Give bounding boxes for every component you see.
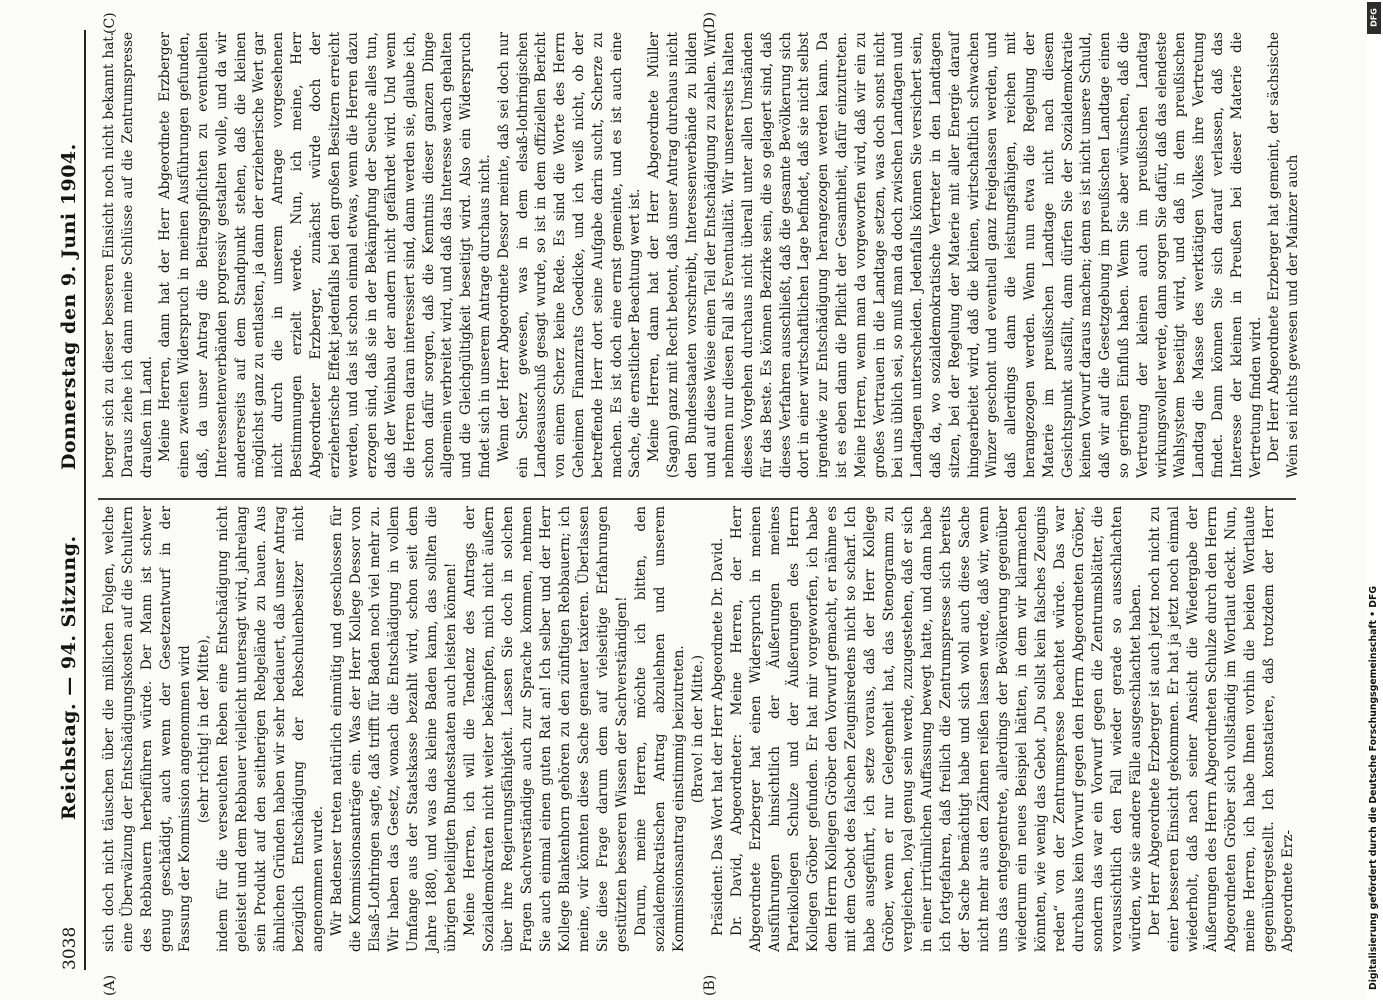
margin-mark-b: (B) xyxy=(702,974,718,996)
column-rule xyxy=(98,498,1296,500)
running-head xyxy=(56,30,86,970)
paragraph: Darum, meine Herren, möchte ich bitten, den sozialdemokratischen Antrag abzulehnen und unserem Kommissionsantrag einstimmig beizutreten. xyxy=(633,506,688,952)
page-number: 3038 xyxy=(60,926,80,970)
digitization-credit: Digitalisierung gefördert durch die Deutsche Forschungsgemeinschaft • DFG xyxy=(1368,585,1379,990)
paragraph: Der Herr Abgeordnete Erzberger ist auch jetzt noch nicht zu einer besseren Einsicht gekommen. Er hat ja jetzt noch einmal wiederholt, daß nach seiner Ansicht die Wiedergabe der Äußerungen des Herrn Abgeordneten Schulze durch den Herrn Abgeordneten Gröber sich vollständig im Wortlaut deckt. Nun, meine Herren, ich habe Ihnen vorhin die beiden Wortlaute gegenübergestellt. Ich konstatiere, daß trotzdem der Herr Abgeordnete Erz- xyxy=(1146,506,1296,952)
dfg-logo-text: DFG xyxy=(1369,8,1379,27)
interjection: (Bravo! in der Mitte.) xyxy=(690,654,707,804)
margin-mark-c: (C) xyxy=(102,12,118,34)
paragraph: berger sich zu dieser besseren Einsicht noch nicht bekannt hat. Daraus ziehe ich dann meine Schlüsse auf die Zentrumspresse draußen im Land. xyxy=(101,32,155,478)
session-title: Reichstag. — 94. Sitzung. xyxy=(58,535,80,820)
session-date: Donnerstag den 9. Juni 1904. xyxy=(58,143,80,470)
paragraph: Meine Herren, ich will die Tendenz des Antrags der Sozialdemokraten nicht weiter bekämpfen, mich nicht äußern über ihre Regierungsfähigkeit. Lassen Sie doch in solchen Fragen Sachverständige auch zur Sprache kommen, nehmen Sie auch einmal einen guten Rat an! Ich selber und der Herr Kollege Blankenhorn gehören zu den zünftigen Rebbauern; ich meine, wir könnten diese Sache genauer taxieren. Überlassen Sie diese Frage darum dem auf vielseitige Erfahrungen gestützten besseren Wissen der Sachverständigen! xyxy=(462,506,631,952)
left-column xyxy=(100,506,1298,952)
right-column xyxy=(100,32,1303,478)
header-rule xyxy=(84,30,86,970)
interjection: (sehr richtig! in der Mitte), xyxy=(196,634,213,824)
paragraph: Wenn der Herr Abgeordnete Dessor meinte, daß sei doch nur ein Scherz gewesen, was in dem elsaß-lothringischen Landesausschuß gesagt wurde, so ist in dem offiziellen Bericht von einem Scherz keine Rede. Es sind die Worte des Herrn Geheimen Finanzrats Goedicke, und ich weiß nicht, ob der betreffende Herr dort seine Aufgabe darin sucht, Scherze zu machen. Es ist doch eine ernst gemeinte, und es ist auch eine Sache, die ernstlicher Beachtung wert ist. xyxy=(495,32,644,478)
paragraph: Meine Herren, dann hat der Herr Abgeordnete Müller (Sagan) ganz mit Recht betont, daß unser Antrag durchaus nicht den Bundesstaaten vorschreibt, Interessenverbände zu bilden und auf diese Weise einen Teil der Entschädigung zu zahlen. Wir nehmen nur diesen Fall als Eventualität. Wir unsererseits halten dieses Vorgehen durchaus nicht überall unter allen Umständen für das Beste. Es können Bezirke sein, die so gelagert sind, daß dieses Verfahren ausschließt, daß die gesamte Bevölkerung sich dort in einer wirtschaftlichen Lage befindet, daß sie nicht selbst irgendwie zur Entschädigung herangezogen werden kann. Da ist es eben dann die Pflicht der Gesamtheit, dafür einzutreten. Meine Herren, wenn man da vorgeworfen wird, daß wir ein zu großes Vertrauen in die Landtage setzen, was doch sonst nicht bei uns üblich sei, so muß man da doch zwischen Landtagen und Landtagen unterscheiden. Jedenfalls können Sie versichert sein, daß da, wo sozialdemokratische Vertreter in den Landtagen sitzen, bei der Regelung der Materie mit aller Energie darauf hingearbeitet wird, daß die kleinen, wirtschaftlich schwachen Winzer geschont und eventuell ganz freigelassen werden, und daß allerdings dann die leistungsfähigen, reichen mit herangezogen werden. Wenn nun etwa die Regelung der Materie im preußischen Landtage nicht nach diesem Gesichtspunkt ausfällt, dann dürfen Sie der Sozialdemokratie keinen Vorwurf daraus machen; denn es ist nicht unsere Schuld, daß wir auf die Gesetzgebung im preußischen Landtage einen so geringen Einfluß haben. Wenn Sie aber wünschen, daß die Vertretung der kleinen auch im preußischen Landtag wirkungsvoller werde, dann sorgen Sie dafür, daß das elendeste Wahlsystem beseitigt wird, und daß in dem preußischen Landtag die Masse des werktätigen Volkes ihre Vertretung findet. Dann können Sie sich darauf verlassen, daß das Interesse der kleinen in Preußen bei dieser Materie die Vertretung finden wird. xyxy=(646,32,1264,478)
paragraph: sich doch nicht täuschen über die mißlichen Folgen, welche eine Überwälzung der Entschädigungskosten auf die Schultern des Rebbauern herbeiführen würde. Der Mann ist schwer genug geschädigt, auch wenn der Gesetzentwurf in der Fassung der Kommission angenommen wird xyxy=(101,506,194,952)
paragraph: Der Herr Abgeordnete Erzberger hat gemeint, der sächsische Wein sei nichts gewesen und der Mainzer auch xyxy=(1266,32,1302,478)
speech-paragraph: Dr. David, Abgeordneter: Meine Herren, der Herr Abgeordnete Erzberger hat einen Widerspruch in meinen Ausführungen hinsichtlich der Äußerungen meines Parteikollegen Schulze und der Äußerungen des Herrn Kollegen Gröber gefunden. Er hat mir vorgeworfen, ich habe dem Herrn Kollegen Gröber den Vorwurf gemacht, er nähme es mit dem Gebot des falschen Zeugnisredens nicht so scharf. Ich habe ausgeführt, ich setze voraus, daß der Herr Kollege Gröber, wenn er nur Gelegenheit hat, das Stenogramm zu vergleichen, loyal genug sein werde, zuzugestehen, daß er sich in einer irrtümlichen Auffassung bewegt hatte, und dann habe ich fortgefahren, daß freilich die Zentrumspresse sich bereits der Sache bemächtigt habe und sich wohl auch diese Sache nicht mehr aus den Zähnen reißen lassen werde, daß wir, wenn uns das entgegentrete, allerdings der Bevölkerung gegenüber wiederum ein neues Beispiel hätten, in dem wir klarmachen könnten, wie wenig das Gebot „Du sollst kein falsches Zeugnis reden“ von der Zentrumspresse beachtet würde. Das war durchaus kein Vorwurf gegen den Herrn Abgeordneten Gröber, sondern das war ein Vorwurf gegen die Zentrumsblätter, die voraussichtlich den Fall wieder gerade so ausschlachten würden, wie sie andere Fälle ausgeschlachtet haben. xyxy=(728,506,1144,952)
paragraph: indem für die verseuchten Reben eine Entschädigung nicht geleistet und dem Rebbauer vielleicht untersagt wird, jahrelang sein Produkt auf den seitherigen Rebgelände zu bauen. Aus ähnlichen Gründen haben wir sehr bedauert, daß unser Antrag bezüglich Entschädigung der Rebschulenbesitzer nicht angenommen wurde. xyxy=(215,506,327,952)
president-remark: Präsident: Das Wort hat der Herr Abgeordnete Dr. David. xyxy=(709,537,726,936)
paragraph: Wir Badenser treten natürlich einmütig und geschlossen für die Kommissionsanträge ein. Was der Herr Kollege Dessor von Elsaß-Lothringen sagte, daß trifft für Baden noch viel mehr zu. Wir haben das Gesetz, wonach die Entschädigung in vollem Umfange aus der Staatskasse bezahlt wird, schon seit dem Jahre 1880, und was das kleine Baden kann, das sollten die übrigen beteiligten Bundesstaaten auch leisten können! xyxy=(329,506,460,952)
margin-mark-d: (D) xyxy=(702,11,718,34)
margin-mark-a: (A) xyxy=(102,974,118,996)
paragraph: Meine Herren, dann hat der Herr Abgeordnete Erzberger einen zweiten Widerspruch in meinen Ausführungen gefunden, daß, da unser Antrag die Beitragspflichten zu eventuellen Interessentenverbänden progressiv gestalten wolle, und da wir andererseits auf dem Standpunkt stehen, daß die kleinen möglichst ganz zu entlasten, ja dann der erzieherische Wert gar nicht durch die in unserem Antrage vorgesehenen Bestimmungen erzielt werde. Nun, ich meine, Herr Abgeordneter Erzberger, zunächst würde doch der erzieherische Effekt jedenfalls bei den großen Besitzern erreicht werden, und das ist schon einmal etwas, wenn die Herren dazu erzogen sind, daß sie in der Bekämpfung der Seuche alles tun, daß der Weinbau der andern nicht gefährdet wird. Und wenn die Herren daran interessiert sind, dann werden sie, glaube ich, schon dafür sorgen, daß die Kenntnis dieser ganzen Dinge allgemein verbreitet wird, und daß das Interesse wach gehalten und die Gleichgültigkeit beseitigt wird. Also ein Widerspruch findet sich in unserem Antrage durchaus nicht. xyxy=(157,32,493,478)
